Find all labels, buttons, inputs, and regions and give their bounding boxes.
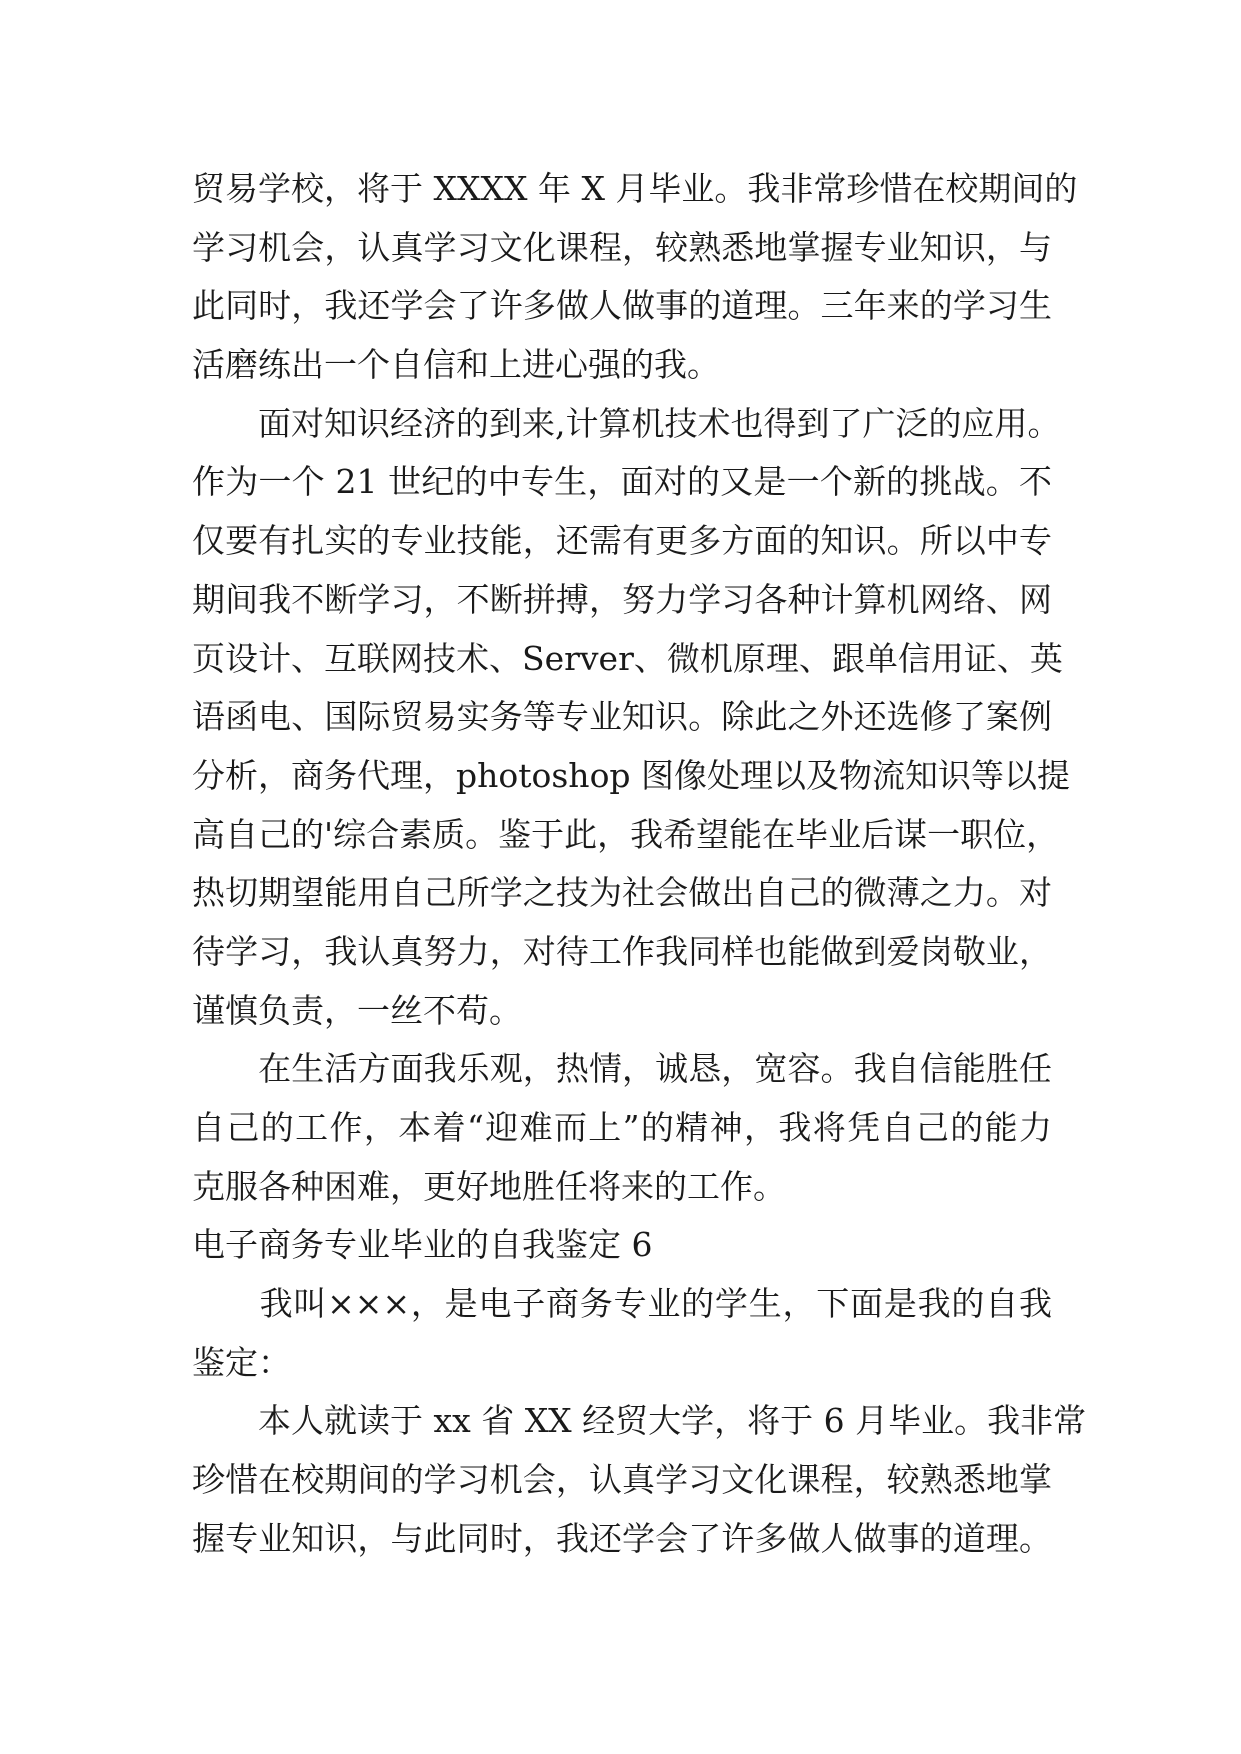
text-line: 高自己的'综合素质。鉴于此，我希望能在毕业后谋一职位， bbox=[192, 814, 1060, 854]
text-line: 握专业知识，与此同时，我还学会了许多做人做事的道理。 bbox=[192, 1518, 1052, 1558]
document-body bbox=[192, 160, 1087, 1569]
text-line: 期间我不断学习，不断拼搏，努力学习各种计算机网络、网 bbox=[192, 579, 1052, 619]
text-line: 谨慎负责，一丝不苟。 bbox=[192, 990, 522, 1030]
text-line: 我叫×××，是电子商务专业的学生，下面是我的自我 bbox=[192, 1284, 1052, 1324]
text-line: 页设计、互联网技术、Server、微机原理、跟单信用证、英 bbox=[192, 638, 1063, 678]
text-line: 珍惜在校期间的学习机会，认真学习文化课程，较熟悉地掌 bbox=[192, 1460, 1052, 1500]
text-line: 自己的工作，本着“迎难而上”的精神，我将凭自己的能力 bbox=[192, 1108, 1052, 1147]
section-heading: 电子商务专业毕业的自我鉴定 6 bbox=[192, 1225, 653, 1265]
text-line: 克服各种困难，更好地胜任将来的工作。 bbox=[192, 1166, 786, 1206]
text-line: 此同时，我还学会了许多做人做事的道理。三年来的学习生 bbox=[192, 286, 1052, 326]
text-line: 语函电、国际贸易实务等专业知识。除此之外还选修了案例 bbox=[192, 697, 1052, 737]
text-line: 活磨练出一个自信和上进心强的我。 bbox=[192, 345, 720, 385]
text-line: 热切期望能用自己所学之技为社会做出自己的微薄之力。对 bbox=[192, 873, 1052, 913]
text-line: 学习机会，认真学习文化课程，较熟悉地掌握专业知识，与 bbox=[192, 227, 1052, 267]
text-line: 贸易学校，将于 XXXX 年 X 月毕业。我非常珍惜在校期间的 bbox=[192, 169, 1078, 208]
text-line: 本人就读于 xx 省 XX 经贸大学，将于 6 月毕业。我非常 bbox=[192, 1401, 1087, 1441]
text-line: 仅要有扎实的专业技能，还需有更多方面的知识。所以中专 bbox=[192, 521, 1052, 561]
text-line: 待学习，我认真努力，对待工作我同样也能做到爱岗敬业， bbox=[192, 931, 1052, 971]
text-line: 作为一个 21 世纪的中专生，面对的又是一个新的挑战。不 bbox=[192, 462, 1052, 502]
text-line: 在生活方面我乐观，热情，诚恳，宽容。我自信能胜任 bbox=[192, 1049, 1052, 1089]
text-line: 分析，商务代理，photoshop 图像处理以及物流知识等以提 bbox=[192, 755, 1071, 795]
text-line: 鉴定： bbox=[192, 1342, 291, 1382]
text-line: 面对知识经济的到来,计算机技术也得到了广泛的应用。 bbox=[192, 403, 1061, 443]
